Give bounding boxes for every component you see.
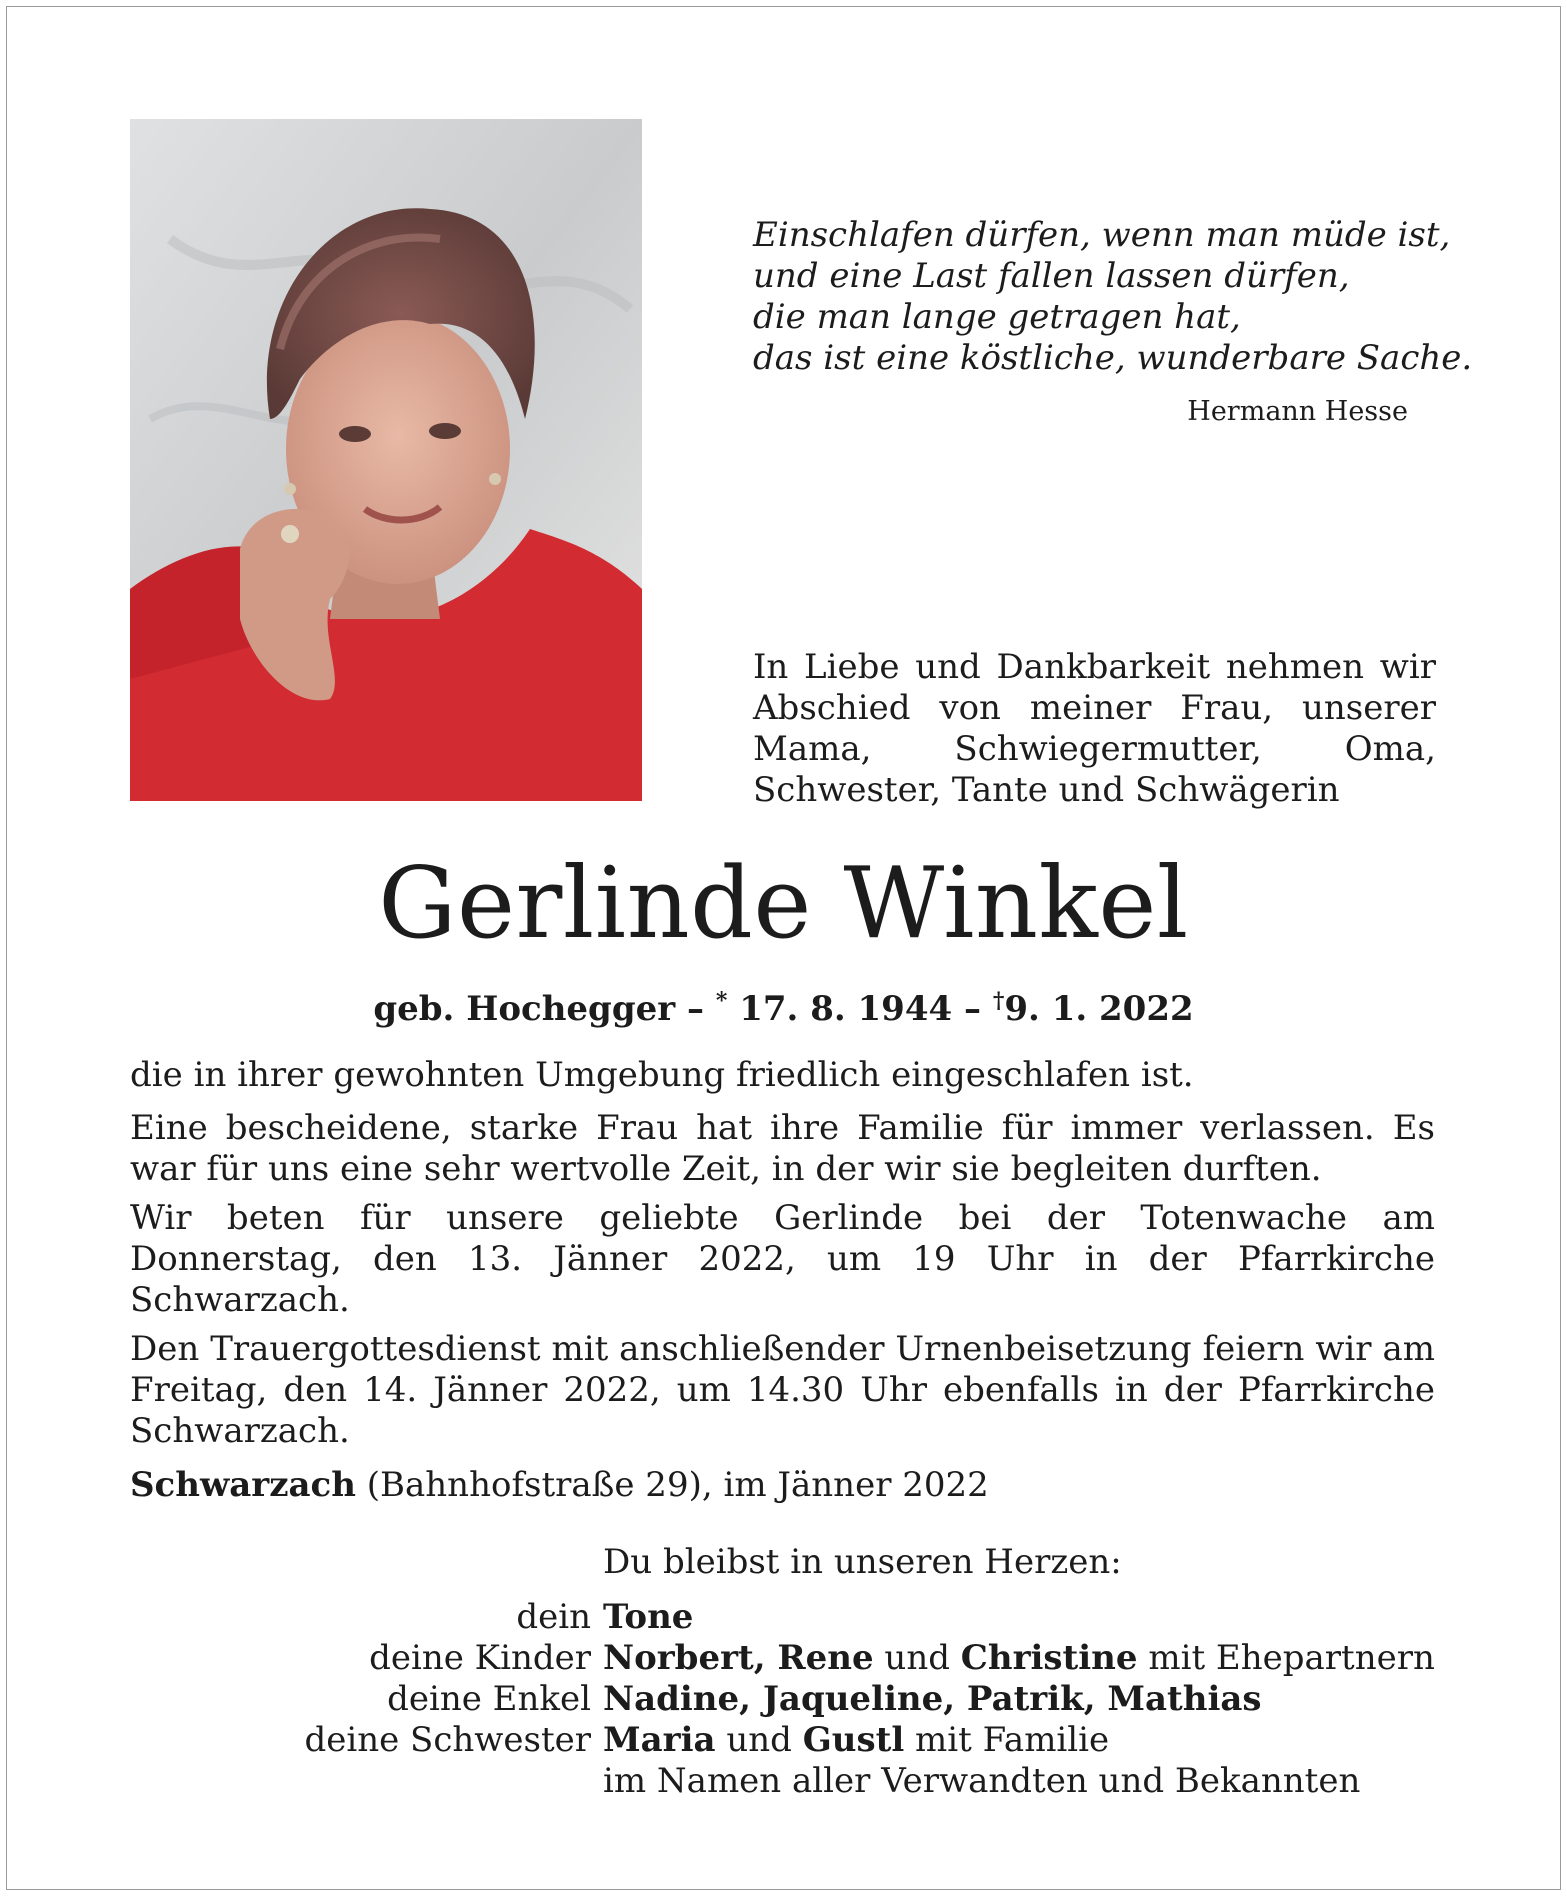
- place-town: Schwarzach: [130, 1465, 356, 1505]
- quote: [753, 215, 1473, 379]
- signer-relation: deine Schwester: [304, 1720, 591, 1760]
- body-paragraph: Wir beten für unsere geliebte Gerlinde bei der Totenwache am Donnerstag, den 13. Jänner 2022, um 19 Uhr in der Pfarrkirche Schwarzach.: [130, 1198, 1435, 1320]
- separator: –: [687, 989, 704, 1029]
- portrait-photo: [130, 119, 642, 801]
- signer-relation: deine Enkel: [387, 1679, 591, 1719]
- quote-line: und eine Last fallen lassen dürfen,: [753, 256, 1350, 296]
- birth-name: geb. Hochegger: [373, 989, 676, 1029]
- signer-names: Maria und Gustl mit Familie: [603, 1720, 1110, 1760]
- signer-relation: dein: [516, 1597, 591, 1637]
- quote-author: Hermann Hesse: [1187, 396, 1408, 427]
- quote-line: das ist eine köstliche, wunderbare Sache.: [753, 338, 1473, 378]
- portrait-photo-icon: [130, 119, 642, 801]
- life-dates: [7, 979, 1560, 1031]
- death-date: 9. 1. 2022: [1004, 989, 1194, 1029]
- birth-date: 17. 8. 1944: [739, 989, 953, 1029]
- signer-names: Norbert, Rene und Christine mit Ehepartnern: [603, 1638, 1435, 1678]
- signer-names: im Namen aller Verwandten und Bekannten: [603, 1761, 1361, 1801]
- death-symbol: †: [992, 988, 1005, 1014]
- place-address: (Bahnhofstraße 29), im Jänner 2022: [366, 1465, 989, 1505]
- signer-row: [7, 1679, 1567, 1720]
- body-paragraph: die in ihrer gewohnten Umgebung friedlich eingeschlafen ist.: [130, 1055, 1194, 1095]
- signer-row: [7, 1761, 1567, 1802]
- signer-row: [7, 1597, 1567, 1638]
- body-paragraph: Eine bescheidene, starke Frau hat ihre Familie für immer verlassen. Es war für uns eine sehr wertvolle Zeit, in der wir sie begleiten durften.: [130, 1108, 1435, 1189]
- signer-row: [7, 1638, 1567, 1679]
- signoff: Du bleibst in unseren Herzen:: [603, 1542, 1122, 1582]
- quote-line: Einschlafen dürfen, wenn man müde ist,: [753, 215, 1451, 255]
- signers: [7, 1597, 1567, 1802]
- birth-symbol: *: [715, 988, 728, 1014]
- place-date-line: [130, 1465, 989, 1506]
- deceased-name: Gerlinde Winkel: [378, 847, 1189, 961]
- signer-row: [7, 1720, 1567, 1761]
- signer-relation: deine Kinder: [369, 1638, 591, 1678]
- body-text: [130, 1055, 1435, 1460]
- signer-names: Nadine, Jaqueline, Patrik, Mathias: [603, 1679, 1262, 1719]
- body-paragraph: Den Trauergottesdienst mit anschließender Urnenbeisetzung feiern wir am Freitag, den 14. Jänner 2022, um 14.30 Uhr ebenfalls in der Pfarrkirche Schwarzach.: [130, 1329, 1435, 1451]
- obituary-page: [6, 6, 1561, 1890]
- quote-line: die man lange getragen hat,: [753, 297, 1241, 337]
- signer-names: Tone: [603, 1597, 694, 1637]
- separator: –: [964, 989, 981, 1029]
- intro-text: In Liebe und Dankbarkeit nehmen wir Abschied von meiner Frau, unserer Mama, Schwiegermutter, Oma, Schwester, Tante und Schwägerin: [753, 647, 1436, 810]
